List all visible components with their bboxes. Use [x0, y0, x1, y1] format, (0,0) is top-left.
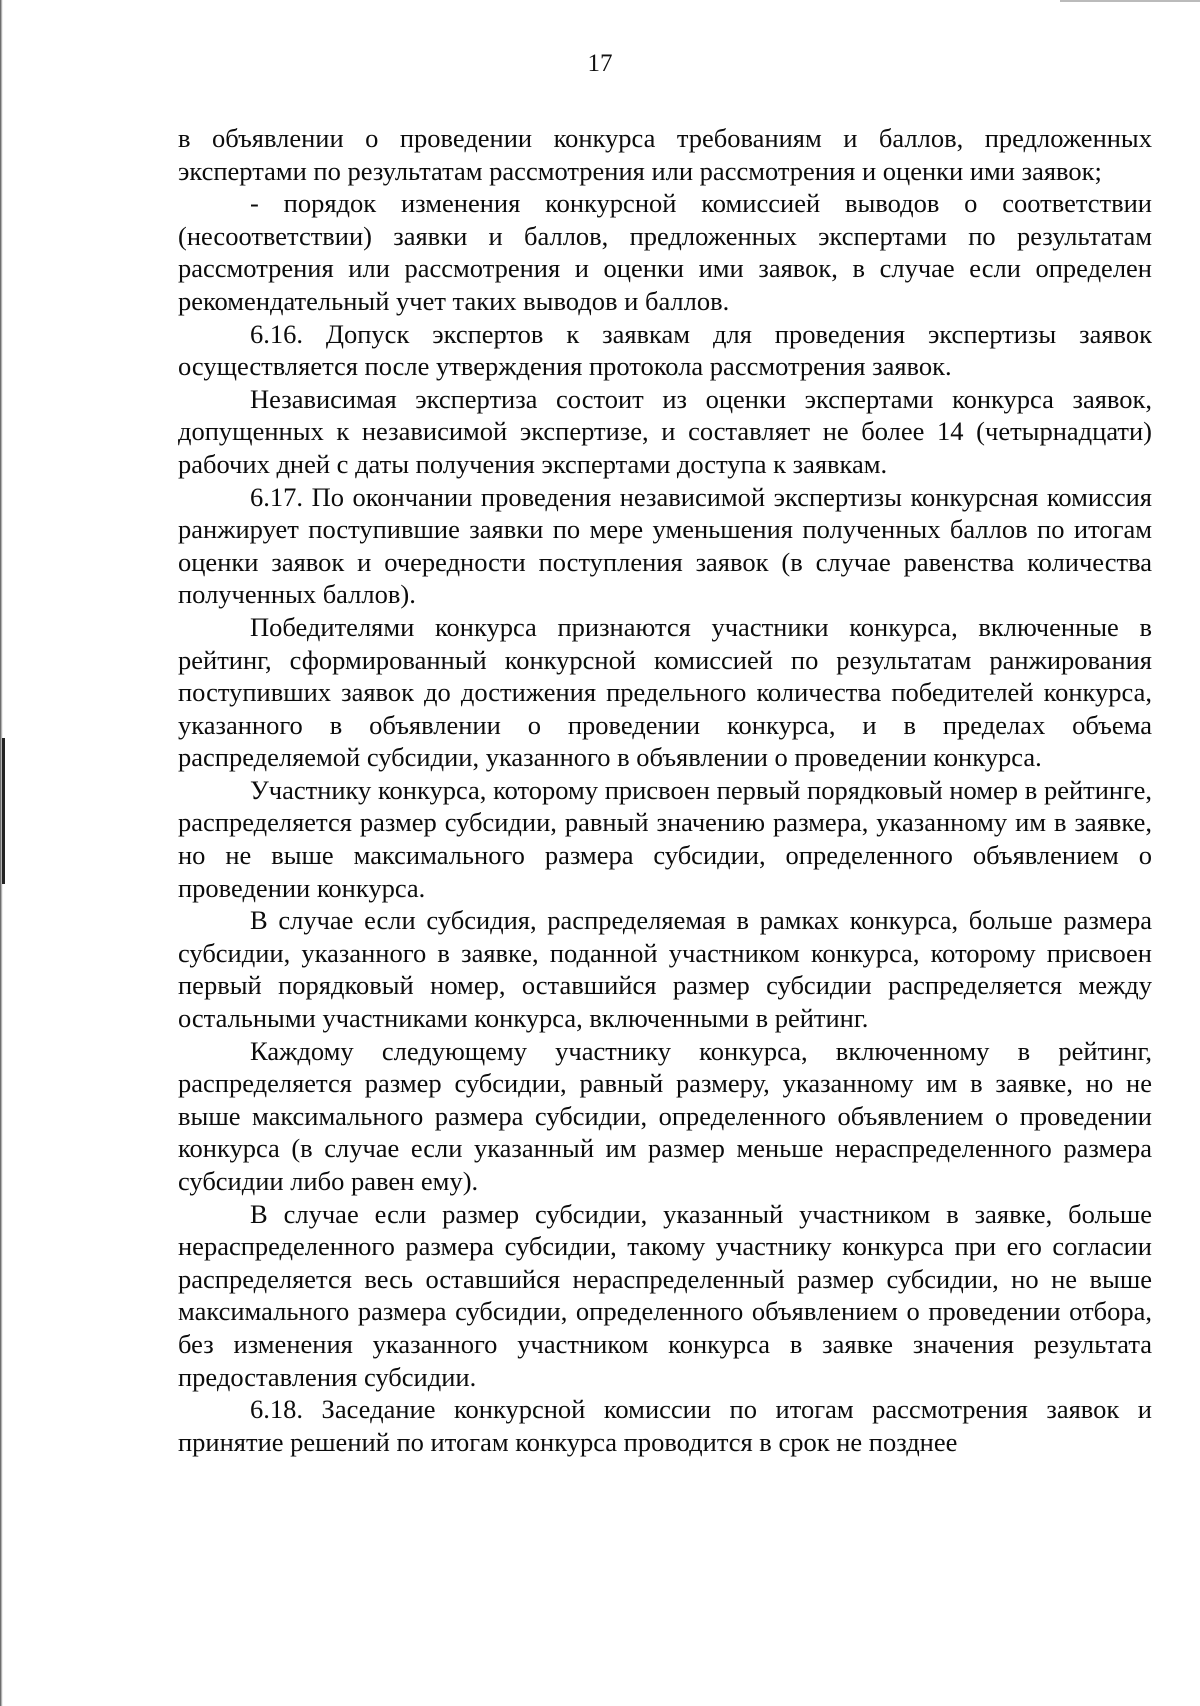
paragraph-6-16: 6.16. Допуск экспертов к заявкам для проведения экспертизы заявок осуществляется после утверждения протокола рассмотрения заявок.	[178, 318, 1152, 382]
paragraph-first-participant: Участнику конкурса, которому присвоен первый порядковый номер в рейтинге, распределяется размер субсидии, равный значению размера, указанному им в заявке, но не выше максимального размера субсидии, определенного объявлением о проведении конкурса.	[178, 774, 1152, 903]
paragraph-continuation: в объявлении о проведении конкурса требованиям и баллов, предложенных экспертами по результатам рассмотрения или рассмотрения и оценки ими заявок;	[178, 123, 1152, 186]
paragraph-winners: Победителями конкурса признаются участники конкурса, включенные в рейтинг, сформированный конкурсной комиссией по результатам ранжирования поступивших заявок до достижения предельного количества победителей конкурса, указанного в объявлении о проведении конкурса, и в пределах объема распределяемой субсидии, указанного в объявлении о проведении конкурса.	[178, 611, 1152, 773]
paragraph-6-17: 6.17. По окончании проведения независимой экспертизы конкурсная комиссия ранжирует поступившие заявки по мере уменьшения полученных баллов по итогам оценки заявок и очередности поступления заявок (в случае равенства количества полученных баллов).	[178, 481, 1152, 610]
scan-edge-top-right	[1060, 0, 1200, 2]
paragraph-undistributed: В случае если размер субсидии, указанный участником в заявке, больше нераспределенного размера субсидии, такому участнику конкурса при его согласии распределяется весь оставшийся нераспределенный размер субсидии, но не выше максимального размера субсидии, определенного объявлением о проведении отбора, без изменения указанного участником конкурса в заявке значения результата предоставления субсидии.	[178, 1198, 1152, 1392]
paragraph-expertise: Независимая экспертиза состоит из оценки экспертами конкурса заявок, допущенных к независимой экспертизе, и составляет не более 14 (четырнадцати) рабочих дней с даты получения экспертами доступа к заявкам.	[178, 383, 1152, 479]
margin-mark	[2, 738, 5, 884]
document-body	[178, 122, 1152, 1458]
paragraph-next-participant: Каждому следующему участнику конкурса, включенному в рейтинг, распределяется размер субсидии, равный размеру, указанному им в заявке, но не выше максимального размера субсидии, определенного объявлением о проведении конкурса (в случае если указанный им размер меньше нераспределенного размера субсидии либо равен ему).	[178, 1035, 1152, 1196]
page-number: 17	[587, 50, 613, 77]
paragraph-list-item: - порядок изменения конкурсной комиссией выводов о соответствии (несоответствии) заявки и баллов, предложенных экспертами по результатам рассмотрения или рассмотрения и оценки ими заявок, в случае если определен рекомендательный учет таких выводов и баллов.	[178, 188, 1152, 316]
paragraph-remaining-subsidy: В случае если субсидия, распределяемая в рамках конкурса, больше размера субсидии, указанного в заявке, поданной участником конкурса, которому присвоен первый порядковый номер, оставшийся размер субсидии распределяется между остальными участниками конкурса, включенными в рейтинг.	[178, 905, 1152, 1034]
paragraph-6-18: 6.18. Заседание конкурсной комиссии по итогам рассмотрения заявок и принятие решений по итогам конкурса проводится в срок не позднее	[178, 1394, 1152, 1457]
